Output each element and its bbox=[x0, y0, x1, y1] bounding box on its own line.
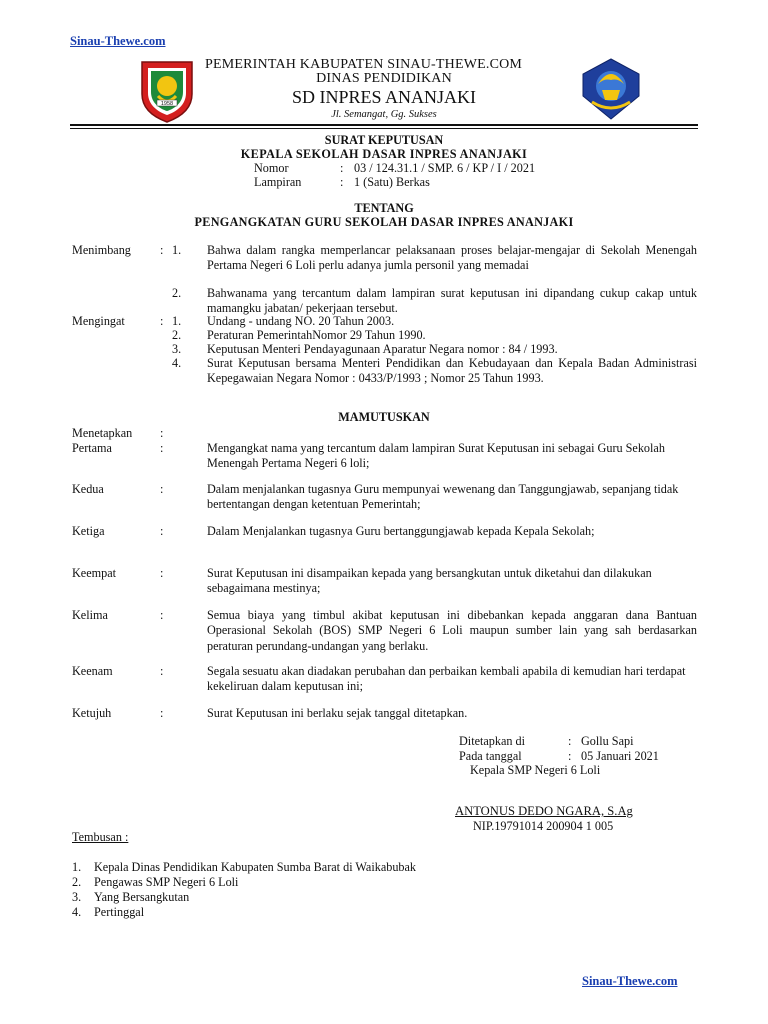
decision-colon-ketiga: : bbox=[160, 524, 164, 538]
signer-name: ANTONUS DEDO NGARA, S.Ag bbox=[455, 804, 633, 818]
tembusan-label: Tembusan : bbox=[72, 830, 129, 844]
letterhead-rule-thin bbox=[70, 128, 698, 129]
tembusan-num-2: 2. bbox=[72, 875, 82, 889]
nomor-colon: : bbox=[340, 161, 344, 175]
decision-text-ketujuh: Surat Keputusan ini berlaku sejak tanggal ditetapkan. bbox=[207, 706, 468, 720]
letterhead-school-name: SD INPRES ANANJAKI bbox=[291, 87, 477, 107]
nomor-value: 03 / 124.31.1 / SMP. 6 / KP / I / 2021 bbox=[354, 161, 536, 175]
decision-label-ketiga: Ketiga bbox=[72, 524, 105, 538]
mengingat-num-4: 4. bbox=[172, 356, 182, 370]
seal-year: 1958 bbox=[160, 101, 174, 107]
menetapkan-label: Menetapkan bbox=[72, 426, 133, 440]
decision-label-pertama: Pertama bbox=[72, 441, 112, 455]
lampiran-colon: : bbox=[340, 175, 344, 189]
tembusan-num-3: 3. bbox=[72, 890, 82, 904]
mengingat-item-3: Keputusan Menteri Pendayagunaan Aparatur Negara nomor : 84 / 1993. bbox=[207, 342, 558, 356]
mengingat-num-1: 1. bbox=[172, 314, 182, 328]
decision-colon-ketujuh: : bbox=[160, 706, 164, 720]
letterhead-line-1: PEMERINTAH KABUPATEN SINAU-THEWE.COM bbox=[205, 57, 523, 72]
menimbang-item-1: Bahwa dalam rangka memperlancar pelaksanaan proses belajar-mengajar di Sekolah Menengah Pertama Negeri 6 Loli perlu adanya jumla personil yang memadai bbox=[207, 243, 697, 273]
lampiran-label: Lampiran bbox=[254, 175, 302, 189]
tembusan-item-3: Yang Bersangkutan bbox=[94, 890, 190, 904]
subject-heading: PENGANGKATAN GURU SEKOLAH DASAR INPRES ANANJAKI bbox=[194, 215, 574, 229]
tanggal-label: Pada tanggal bbox=[459, 749, 522, 763]
signer-nip: NIP.19791014 200904 1 005 bbox=[473, 819, 614, 833]
mengingat-num-3: 3. bbox=[172, 342, 182, 356]
menimbang-colon: : bbox=[160, 243, 164, 257]
tentang-heading: TENTANG bbox=[354, 201, 414, 215]
decision-text-kedua: Dalam menjalankan tugasnya Guru mempunyai wewenang dan Tanggungjawab, sepanjang tidak bertentangan dengan ketentuan Pemerintah; bbox=[207, 482, 679, 512]
decision-colon-keempat: : bbox=[160, 566, 164, 580]
decision-label-ketujuh: Ketujuh bbox=[72, 706, 112, 720]
ditetapkan-label: Ditetapkan di bbox=[459, 734, 525, 748]
mengingat-item-2: Peraturan PemerintahNomor 29 Tahun 1990. bbox=[207, 328, 426, 342]
mengingat-label: Mengingat bbox=[72, 314, 125, 328]
mengingat-colon: : bbox=[160, 314, 164, 328]
signer-position: Kepala SMP Negeri 6 Loli bbox=[470, 763, 601, 777]
nomor-label: Nomor bbox=[254, 161, 289, 175]
lampiran-value: 1 (Satu) Berkas bbox=[354, 175, 430, 189]
tembusan-num-1: 1. bbox=[72, 860, 82, 874]
menimbang-item-2: Bahwanama yang tercantum dalam lampiran surat keputusan ini dipandang cukup cakap untuk mamangku jabatan/ pekerjaan tersebut. bbox=[207, 286, 697, 316]
tembusan-item-2: Pengawas SMP Negeri 6 Loli bbox=[94, 875, 239, 889]
menimbang-num-2: 2. bbox=[172, 286, 182, 300]
tembusan-item-1: Kepala Dinas Pendidikan Kabupaten Sumba Barat di Waikabubak bbox=[94, 860, 417, 874]
menimbang-num-1: 1. bbox=[172, 243, 182, 257]
title-line-2: KEPALA SEKOLAH DASAR INPRES ANANJAKI bbox=[240, 147, 528, 161]
letterhead-line-2: DINAS PENDIDIKAN bbox=[316, 71, 452, 86]
ditetapkan-value: Gollu Sapi bbox=[581, 734, 634, 748]
mengingat-item-1: Undang - undang NO. 20 Tahun 2003. bbox=[207, 314, 395, 328]
menimbang-label: Menimbang bbox=[72, 243, 131, 257]
title-line-1: SURAT KEPUTUSAN bbox=[324, 133, 444, 147]
decision-text-ketiga: Dalam Menjalankan tugasnya Guru bertanggungjawab kepada Kepala Sekolah; bbox=[207, 524, 595, 538]
letterhead-address: Jl. Semangat, Gg. Sukses bbox=[331, 109, 437, 120]
decision-text-keenam: Segala sesuatu akan diadakan perubahan dan perbaikan kembali apabila di kemudian hari terdapat kekeliruan dalam keputusan ini; bbox=[207, 664, 686, 694]
mengingat-num-2: 2. bbox=[172, 328, 182, 342]
decision-colon-pertama: : bbox=[160, 441, 164, 455]
ditetapkan-colon: : bbox=[568, 734, 572, 748]
decision-label-keenam: Keenam bbox=[72, 664, 113, 678]
decision-text-kelima: Semua biaya yang timbul akibat keputusan ini dibebankan kepada anggaran dana Bantuan Operasional Sekolah (BOS) SMP Negeri 6 Loli maupun sumber lain yang sah berdasarkan peraturan perundang-undangan yang berlaku. bbox=[207, 608, 697, 653]
decision-colon-kelima: : bbox=[160, 608, 164, 622]
decision-label-kedua: Kedua bbox=[72, 482, 104, 496]
mengingat-item-4: Surat Keputusan bersama Menteri Pendidikan dan Kebudayaan dan Kepala Badan Administrasi Kepegawaian Negara Nomor : 0433/P/1993 ; Nomor 25 Tahun 1993. bbox=[207, 356, 697, 386]
tembusan-num-4: 4. bbox=[72, 905, 82, 919]
decision-label-keempat: Keempat bbox=[72, 566, 116, 580]
mamutuskan-heading: MAMUTUSKAN bbox=[338, 410, 430, 424]
letterhead-rule-thick bbox=[70, 124, 698, 126]
decision-colon-keenam: : bbox=[160, 664, 164, 678]
decision-label-kelima: Kelima bbox=[72, 608, 108, 622]
tanggal-colon: : bbox=[568, 749, 572, 763]
menetapkan-colon: : bbox=[160, 426, 164, 440]
decision-text-keempat: Surat Keputusan ini disampaikan kepada yang bersangkutan untuk diketahui dan dilakukan sebagaimana mestinya; bbox=[207, 566, 652, 596]
decision-text-pertama: Mengangkat nama yang tercantum dalam lampiran Surat Keputusan ini sebagai Guru Sekolah Menengah Pertama Negeri 6 loli; bbox=[207, 441, 665, 471]
tanggal-value: 05 Januari 2021 bbox=[581, 749, 659, 763]
tembusan-item-4: Pertinggal bbox=[94, 905, 145, 919]
decision-colon-kedua: : bbox=[160, 482, 164, 496]
bottom-site-link[interactable]: Sinau-Thewe.com bbox=[582, 974, 678, 988]
top-site-link[interactable]: Sinau-Thewe.com bbox=[70, 34, 166, 48]
